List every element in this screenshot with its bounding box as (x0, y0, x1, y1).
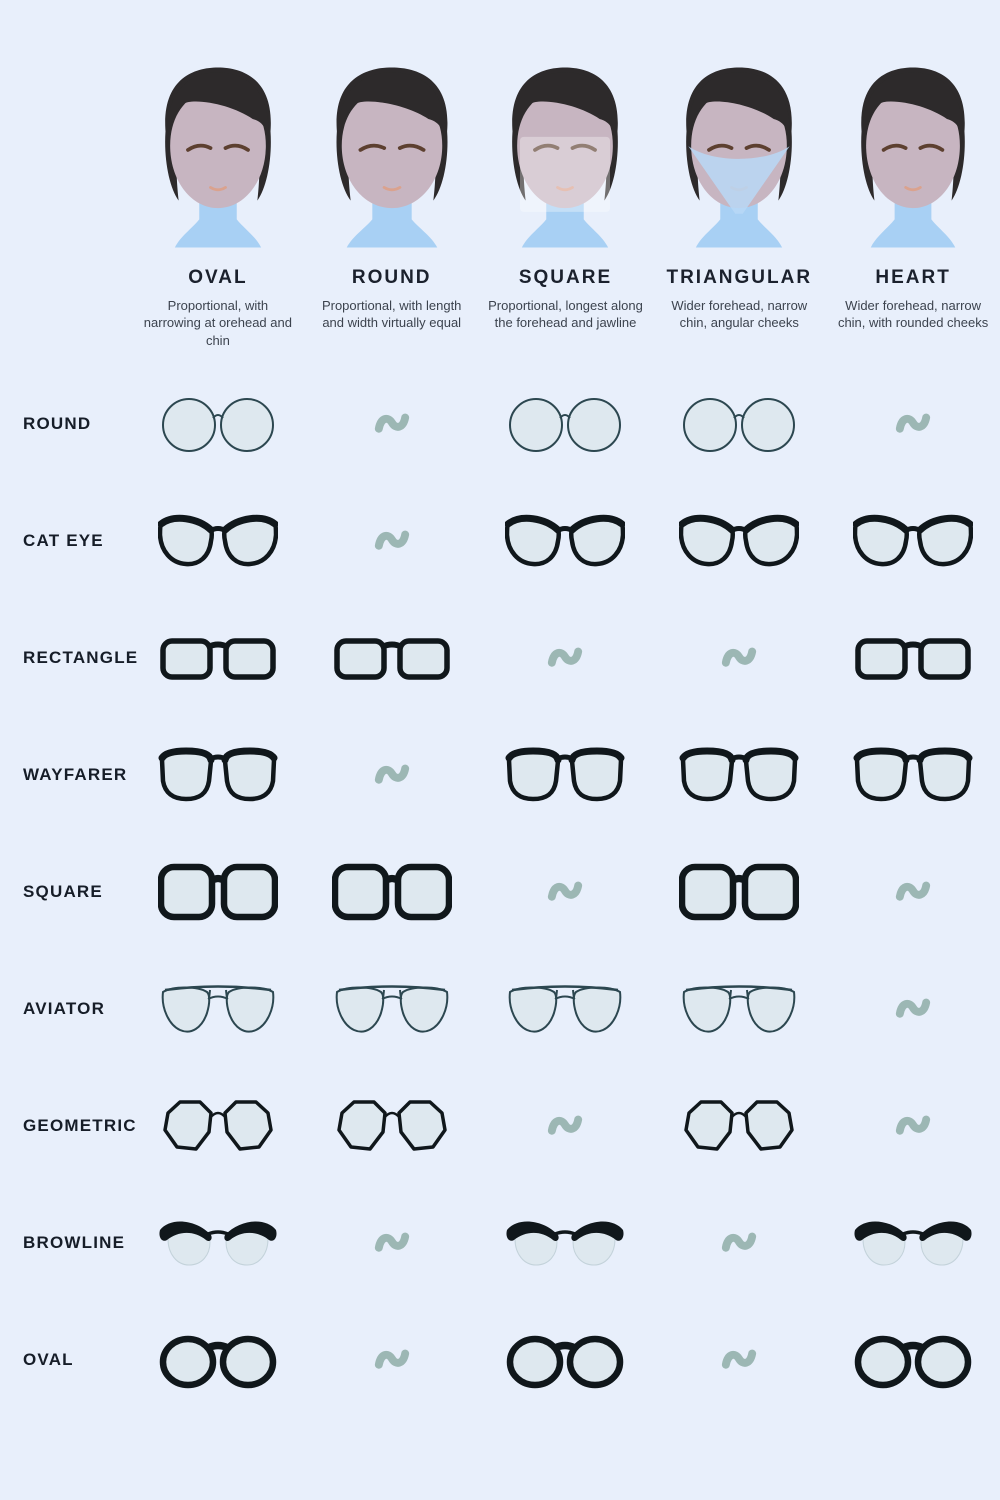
round-face-icon (317, 58, 467, 255)
compatibility-cell-fit (131, 392, 305, 456)
compatibility-cell-fit (131, 1211, 305, 1275)
rectangle-glasses-icon (158, 626, 278, 690)
compatibility-cell-fit (305, 977, 479, 1041)
rectangle-glasses-icon (332, 626, 452, 690)
rectangle-glasses-icon (853, 626, 973, 690)
face-shape-description: Proportional, with length and width virtually equal (321, 298, 462, 331)
square-face-icon (490, 58, 640, 255)
frame-style-row (0, 599, 1000, 716)
face-shape-column (479, 58, 653, 349)
compatibility-cell-fit (131, 626, 305, 690)
compatibility-cell-fit (826, 626, 1000, 690)
oval-glasses-icon (853, 1328, 973, 1392)
tilde-icon (545, 877, 585, 906)
aviator-glasses-icon (505, 977, 625, 1041)
compatibility-cell-no-fit (479, 643, 653, 672)
face-shape-description: Wider forehead, narrow chin, with rounded cheeks (837, 298, 989, 331)
face-shape-name: HEART (875, 267, 951, 288)
compatibility-cell-no-fit (305, 760, 479, 789)
tilde-icon (545, 643, 585, 672)
compatibility-cell-no-fit (305, 409, 479, 438)
compatibility-cell-no-fit (479, 877, 653, 906)
compatibility-cell-no-fit (826, 877, 1000, 906)
compatibility-cell-fit (131, 1094, 305, 1158)
frame-style-row (0, 365, 1000, 482)
frame-style-row (0, 1301, 1000, 1418)
oval-face-icon (143, 58, 293, 255)
frame-style-row (0, 950, 1000, 1067)
compatibility-cell-fit (652, 1094, 826, 1158)
compatibility-cell-fit (826, 1211, 1000, 1275)
face-shape-column (131, 58, 305, 349)
face-shape-name: SQUARE (518, 267, 613, 288)
face-shape-description: Proportional, with narrowing at orehead and chin (143, 298, 292, 348)
frame-style-label: GEOMETRIC (23, 1115, 137, 1135)
compatibility-cell-fit (826, 1328, 1000, 1392)
round-glasses-icon (679, 392, 799, 456)
compatibility-cell-fit (826, 743, 1000, 807)
tilde-icon (719, 1345, 759, 1374)
face-shape-name: ROUND (351, 267, 432, 288)
compatibility-cell-no-fit (305, 526, 479, 555)
frame-style-row (0, 1184, 1000, 1301)
cat-eye-glasses-icon (505, 509, 625, 573)
frame-style-label: BROWLINE (23, 1232, 126, 1252)
cat-eye-glasses-icon (853, 509, 973, 573)
browline-glasses-icon (505, 1211, 625, 1275)
frames-compatibility-matrix (0, 365, 1000, 1418)
oval-glasses-icon (158, 1328, 278, 1392)
browline-glasses-icon (158, 1211, 278, 1275)
face-shape-description: Proportional, longest along the forehead and jawline (488, 298, 643, 331)
square-glasses-icon (679, 860, 799, 924)
compatibility-cell-no-fit (826, 409, 1000, 438)
frame-style-label: RECTANGLE (23, 647, 139, 667)
compatibility-cell-fit (305, 626, 479, 690)
aviator-glasses-icon (679, 977, 799, 1041)
compatibility-cell-no-fit (826, 994, 1000, 1023)
round-glasses-icon (158, 392, 278, 456)
compatibility-cell-fit (131, 1328, 305, 1392)
compatibility-cell-fit (652, 743, 826, 807)
triangular-face-icon (664, 58, 814, 255)
frame-style-label: AVIATOR (23, 998, 106, 1018)
geometric-glasses-icon (158, 1094, 278, 1158)
compatibility-cell-no-fit (652, 643, 826, 672)
face-shape-header-row (0, 0, 1000, 349)
tilde-icon (719, 643, 759, 672)
wayfarer-glasses-icon (158, 743, 278, 807)
compatibility-cell-fit (479, 1328, 653, 1392)
tilde-icon (372, 526, 412, 555)
square-glasses-icon (158, 860, 278, 924)
compatibility-cell-fit (826, 509, 1000, 573)
tilde-icon (545, 1111, 585, 1140)
compatibility-cell-fit (131, 509, 305, 573)
face-shape-column (826, 58, 1000, 349)
tilde-icon (893, 877, 933, 906)
tilde-icon (372, 1345, 412, 1374)
frame-style-row (0, 1067, 1000, 1184)
aviator-glasses-icon (332, 977, 452, 1041)
compatibility-cell-no-fit (652, 1228, 826, 1257)
compatibility-cell-no-fit (479, 1111, 653, 1140)
wayfarer-glasses-icon (505, 743, 625, 807)
tilde-icon (372, 409, 412, 438)
cat-eye-glasses-icon (679, 509, 799, 573)
frame-style-label: WAYFARER (23, 764, 128, 784)
compatibility-cell-no-fit (305, 1345, 479, 1374)
compatibility-cell-no-fit (652, 1345, 826, 1374)
face-shape-column (652, 58, 826, 349)
compatibility-cell-fit (305, 860, 479, 924)
geometric-glasses-icon (332, 1094, 452, 1158)
geometric-glasses-icon (679, 1094, 799, 1158)
compatibility-cell-no-fit (826, 1111, 1000, 1140)
compatibility-cell-fit (479, 1211, 653, 1275)
tilde-icon (893, 994, 933, 1023)
wayfarer-glasses-icon (679, 743, 799, 807)
square-glasses-icon (332, 860, 452, 924)
compatibility-cell-fit (305, 1094, 479, 1158)
compatibility-cell-fit (652, 392, 826, 456)
frame-style-label: OVAL (23, 1349, 74, 1369)
face-shape-name: TRIANGULAR (666, 267, 813, 288)
frame-style-label: ROUND (23, 413, 92, 433)
compatibility-cell-no-fit (305, 1228, 479, 1257)
header-corner-spacer (0, 58, 131, 349)
tilde-icon (719, 1228, 759, 1257)
frame-style-label: CAT EYE (23, 530, 104, 550)
compatibility-cell-fit (652, 509, 826, 573)
face-shape-name: OVAL (188, 267, 248, 288)
frame-style-row (0, 482, 1000, 599)
compatibility-cell-fit (131, 743, 305, 807)
compatibility-cell-fit (652, 977, 826, 1041)
compatibility-cell-fit (131, 977, 305, 1041)
frame-style-label: SQUARE (23, 881, 103, 901)
compatibility-cell-fit (479, 392, 653, 456)
tilde-icon (893, 1111, 933, 1140)
compatibility-cell-fit (479, 743, 653, 807)
tilde-icon (372, 1228, 412, 1257)
tilde-icon (372, 760, 412, 789)
cat-eye-glasses-icon (158, 509, 278, 573)
tilde-icon (893, 409, 933, 438)
compatibility-cell-fit (479, 509, 653, 573)
face-shape-description: Wider forehead, narrow chin, angular cheeks (671, 298, 808, 331)
heart-face-icon (838, 58, 988, 255)
round-glasses-icon (505, 392, 625, 456)
oval-glasses-icon (505, 1328, 625, 1392)
compatibility-cell-fit (479, 977, 653, 1041)
frame-style-row (0, 716, 1000, 833)
frame-style-row (0, 833, 1000, 950)
wayfarer-glasses-icon (853, 743, 973, 807)
aviator-glasses-icon (158, 977, 278, 1041)
compatibility-cell-fit (131, 860, 305, 924)
face-shape-column (305, 58, 479, 349)
browline-glasses-icon (853, 1211, 973, 1275)
compatibility-cell-fit (652, 860, 826, 924)
